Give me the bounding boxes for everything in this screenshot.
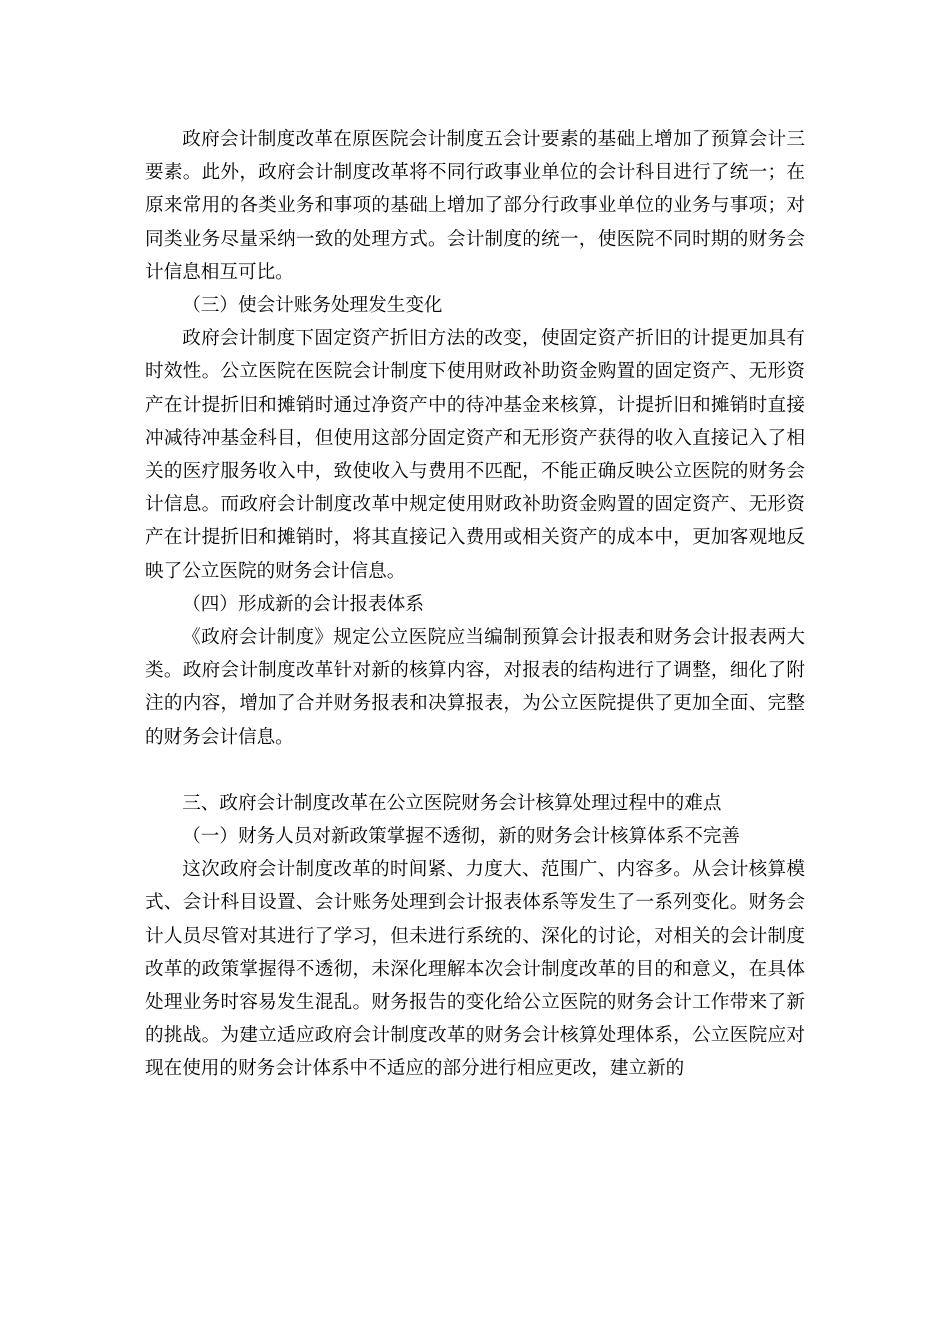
document-page (145, 123, 805, 1086)
paragraph-difficulties: 这次政府会计制度改革的时间紧、力度大、范围广、内容多。从会计核算模式、会计科目设置、会计账务处理到会计报表体系等发生了一系列变化。财务会计人员尽管对其进行了学习，但未进行系统的、深化的讨论，对相关的会计制度改革的政策掌握得不透彻，未深化理解本次会计制度改革的目的和意义，在具体处理业务时容易发生混乱。财务报告的变化给公立医院的财务会计工作带来了新的挑战。为建立适应政府会计制度改革的财务会计核算处理体系，公立医院应对现在使用的财务会计体系中不适应的部分进行相应更改，建立新的 (145, 859, 805, 1080)
heading-section-3: （三）使会计账务处理发生变化 (182, 295, 443, 317)
paragraph-report-system: 《政府会计制度》规定公立医院应当编制预算会计报表和财务会计报表两大类。政府会计制度改革针对新的核算内容，对报表的结构进行了调整，细化了附注的内容，增加了合并财务报表和决算报表，为公立医院提供了更加全面、完整的财务会计信息。 (145, 627, 805, 748)
heading-section-4: （四）形成新的会计报表体系 (182, 593, 424, 615)
heading-subsection-1: （一）财务人员对新政策掌握不透彻，新的财务会计核算体系不完善 (182, 826, 741, 848)
heading-part-3: 三、政府会计制度改革在公立医院财务会计核算处理过程中的难点 (182, 792, 722, 814)
section-gap (145, 754, 805, 787)
paragraph-depreciation: 政府会计制度下固定资产折旧方法的改变，使固定资产折旧的计提更加具有时效性。公立医院在医院会计制度下使用财政补助资金购置的固定资产、无形资产在计提折旧和摊销时通过净资产中的待冲基金来核算，计提折旧和摊销时直接冲减待冲基金科目，但使用这部分固定资产和无形资产获得的收入直接记入了相关的医疗服务收入中，致使收入与费用不匹配，不能正确反映公立医院的财务会计信息。而政府会计制度改革中规定使用财政补助资金购置的固定资产、无形资产在计提折旧和摊销时，将其直接记入费用或相关资产的成本中，更加客观地反映了公立医院的财务会计信息。 (145, 328, 805, 582)
paragraph-budget-elements: 政府会计制度改革在原医院会计制度五会计要素的基础上增加了预算会计三要素。此外，政府会计制度改革将不同行政事业单位的会计科目进行了统一；在原来常用的各类业务和事项的基础上增加了部分行政事业单位的业务与事项；对同类业务尽量采纳一致的处理方式。会计制度的统一，使医院不同时期的财务会计信息相互可比。 (145, 129, 805, 283)
